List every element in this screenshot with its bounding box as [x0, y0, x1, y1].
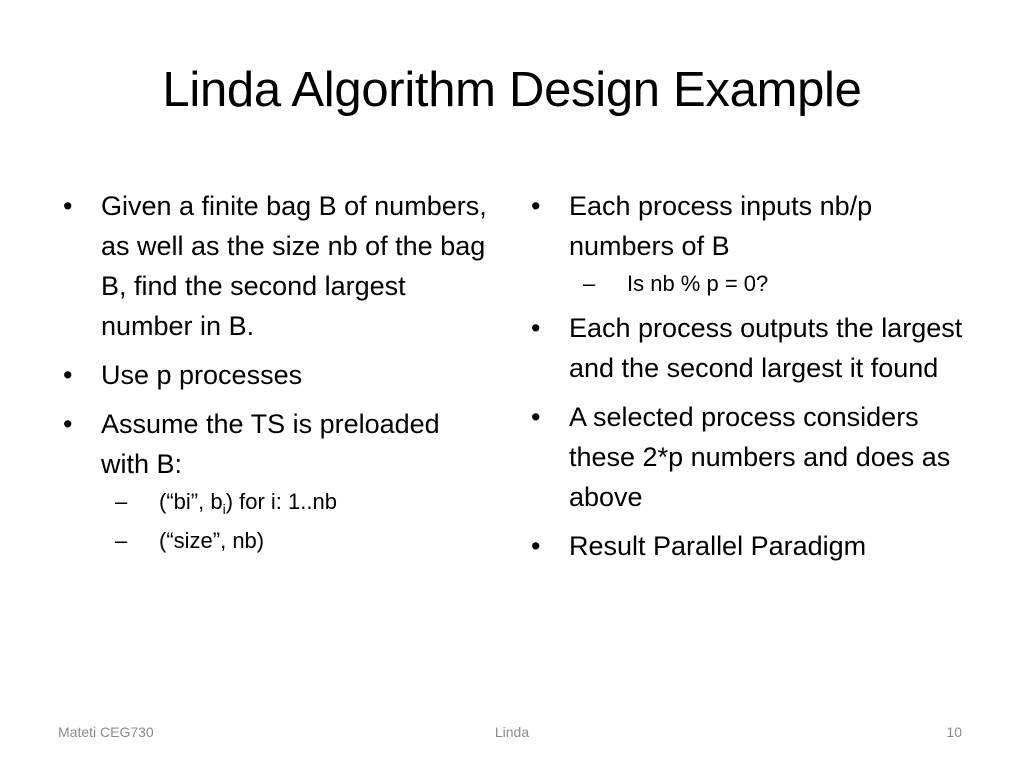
- sub-bullet-text-after: ) for i: 1..nb: [225, 489, 337, 514]
- slide-title: Linda Algorithm Design Example: [162, 63, 862, 117]
- list-item: [56, 355, 488, 395]
- bullet-text: Each process outputs the largest and the second largest it found: [569, 313, 963, 383]
- sub-bullet-text: Is nb % p = 0?: [627, 271, 769, 296]
- sub-bullet-text: [159, 489, 337, 517]
- bullet-icon: •: [531, 402, 541, 432]
- bullet-text: A selected process considers these 2*p numbers and does as above: [569, 402, 951, 512]
- sub-list-item: [115, 526, 502, 555]
- sub-bullet-text-before: (“bi”, b: [159, 489, 223, 514]
- bullet-text: Use p processes: [101, 360, 303, 390]
- list-item: [56, 404, 488, 555]
- footer-author: Mateti CEG730: [58, 724, 154, 740]
- sub-bullet-list: [101, 487, 488, 555]
- bullet-text: Result Parallel Paradigm: [569, 531, 867, 561]
- dash-icon: –: [115, 489, 128, 514]
- slide-number: 10: [946, 724, 962, 740]
- bullet-icon: •: [531, 191, 541, 221]
- sub-list-item: [115, 487, 502, 516]
- bullet-icon: •: [63, 360, 73, 390]
- list-item: [524, 526, 976, 566]
- right-column: [524, 186, 976, 575]
- bullet-text: Given a finite bag B of numbers, as well as the size nb of the bag B, find the second largest number in B.: [101, 191, 487, 341]
- bullet-icon: •: [63, 409, 73, 439]
- left-bullet-list: [56, 186, 488, 555]
- right-bullet-list: [524, 186, 976, 566]
- bullet-text: Each process inputs nb/p numbers of B: [569, 191, 873, 261]
- bullet-icon: •: [63, 191, 73, 221]
- subscript: i: [222, 501, 226, 517]
- dash-icon: –: [115, 528, 128, 553]
- sub-bullet-text: (“size”, nb): [159, 528, 265, 553]
- left-column: [56, 186, 488, 565]
- dash-icon: –: [583, 271, 596, 296]
- footer-topic: Linda: [494, 724, 530, 740]
- list-item: [524, 397, 976, 517]
- sub-list-item: [583, 269, 990, 298]
- bullet-icon: •: [531, 531, 541, 561]
- list-item: [56, 186, 488, 346]
- bullet-text: Assume the TS is preloaded with B:: [101, 409, 440, 479]
- list-item: [524, 186, 976, 298]
- list-item: [524, 308, 976, 388]
- bullet-icon: •: [531, 313, 541, 343]
- sub-bullet-list: [569, 269, 976, 298]
